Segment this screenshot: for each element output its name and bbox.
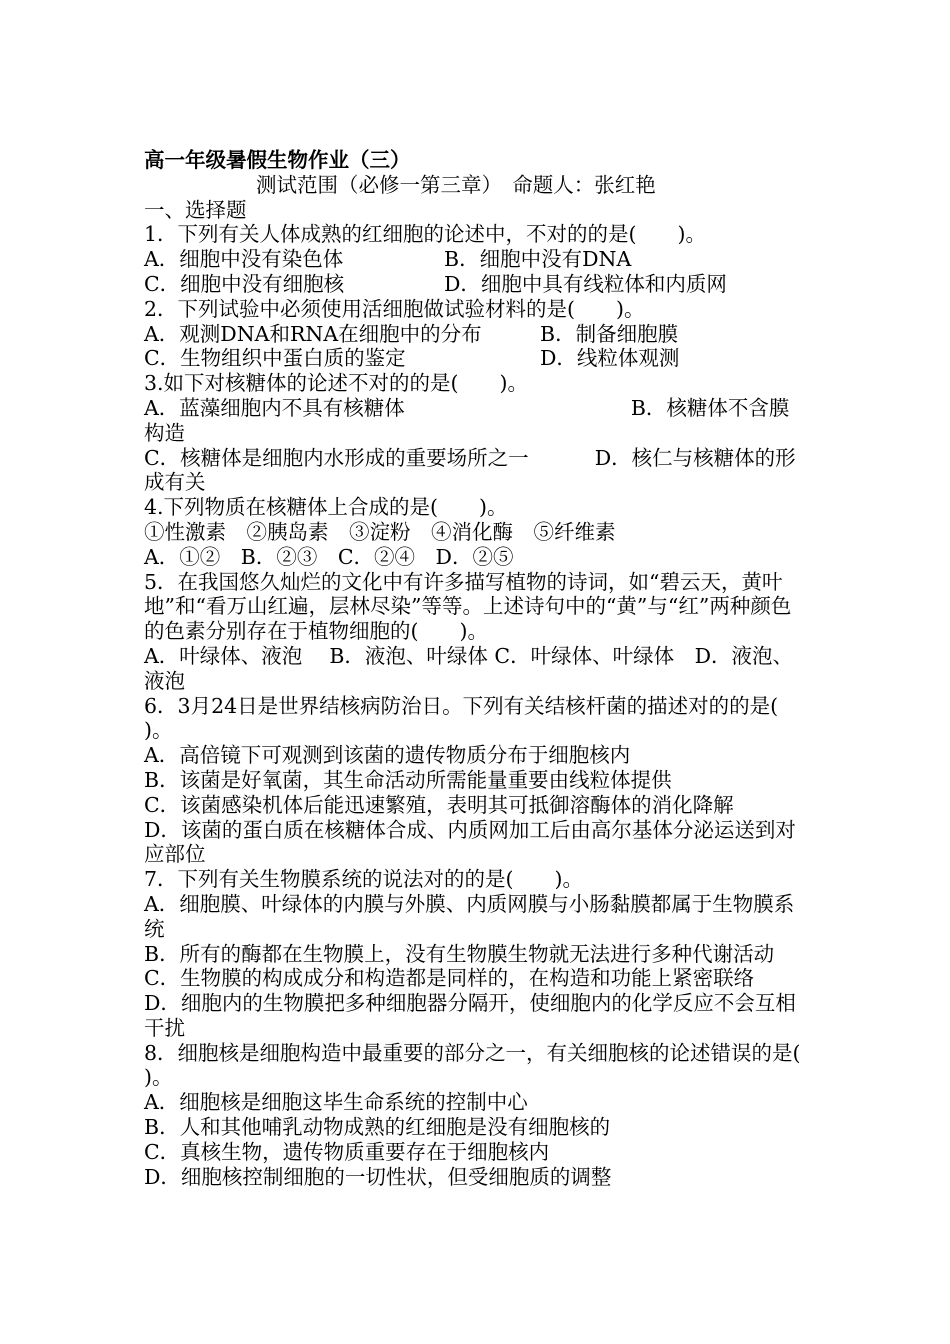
question-5-stem: 5．在我国悠久灿烂的文化中有许多描写植物的诗词，如“碧云天，黄叶地”和“看万山红遍，层林尽染”等等。上述诗句中的“黄”与“红”两种颜色的色素分别存在于植物细胞的( )。 [144,569,792,644]
question-2-option-b: B．制备细胞膜 [540,321,679,346]
question-7-option-c: C．生物膜的构成成分和构造都是同样的，在构造和功能上紧密联络 [144,966,755,991]
question-8-option-c: C．真核生物，遗传物质重要存在于细胞核内 [144,1139,550,1164]
question-2-option-c: C．生物组织中蛋白质的鉴定 [144,346,406,371]
section-heading: 一、选择题 [144,197,247,222]
question-7-option-a: A．细胞膜、叶绿体的内膜与外膜、内质网膜与小肠黏膜都属于生物膜系统 [144,891,795,941]
question-3-option-c: C．核糖体是细胞内水形成的重要场所之一 [144,445,529,470]
question-5-options: A．叶绿体、液泡 B．液泡、叶绿体 C．叶绿体、叶绿体 D．液泡、液泡 [144,643,794,693]
question-3-option-b: B．核糖体不含膜构造 [144,395,790,445]
question-1-option-d: D．细胞中具有线粒体和内质网 [444,271,727,296]
question-6-option-d: D．该菌的蛋白质在核糖体合成、内质网加工后由高尔基体分泌运送到对应部位 [144,817,796,867]
document-subtitle: 测试范围（必修一第三章） 命题人：张红艳 [256,172,656,197]
question-7-option-b: B．所有的酶都在生物膜上，没有生物膜生物就无法进行多种代谢活动 [144,941,775,966]
question-1-stem: 1．下列有关人体成熟的红细胞的论述中，不对的的是( )。 [144,222,707,247]
question-8-option-a: A．细胞核是细胞这毕生命系统的控制中心 [144,1090,528,1115]
question-8-option-b: B．人和其他哺乳动物成熟的红细胞是没有细胞核的 [144,1115,611,1140]
question-4-items: ①性激素 ②胰岛素 ③淀粉 ④消化酶 ⑤纤维素 [144,519,616,544]
document-title: 高一年级暑假生物作业（三） [144,148,411,172]
question-2-options-row-2 [144,346,808,371]
question-1-options-row-1 [144,247,808,272]
question-2-options-row-1 [144,322,808,347]
question-6-option-a: A．高倍镜下可观测到该菌的遗传物质分布于细胞核内 [144,743,631,768]
question-2-option-d: D．线粒体观测 [540,346,680,371]
question-6-option-b: B．该菌是好氧菌，其生命活动所需能量重要由线粒体提供 [144,767,672,792]
question-8-stem: 8．细胞核是细胞构造中最重要的部分之一，有关细胞核的论述错误的是( )。 [144,1040,842,1090]
document-body [144,148,842,1189]
question-3-options-cd [144,446,808,496]
question-3-option-a: A．蓝藻细胞内不具有核糖体 [144,395,405,420]
question-1-option-b: B．细胞中没有DNA [444,247,632,272]
question-4-stem: 4.下列物质在核糖体上合成的是( )。 [144,495,508,520]
question-1-option-c: C．细胞中没有细胞核 [144,271,345,296]
question-2-option-a: A．观测DNA和RNA在细胞中的分布 [144,321,482,346]
question-6-option-c: C．该菌感染机体后能迅速繁殖，表明其可抵御溶酶体的消化降解 [144,792,734,817]
question-7-stem: 7．下列有关生物膜系统的说法对的的是( )。 [144,867,584,892]
question-8-option-d: D．细胞核控制细胞的一切性状，但受细胞质的调整 [144,1164,612,1189]
question-3-stem: 3.如下对核糖体的论述不对的的是( )。 [144,371,529,396]
question-6-stem: 6．3月24日是世界结核病防治日。下列有关结核杆菌的描述对的的是( )。 [144,693,820,743]
question-7-option-d: D．细胞内的生物膜把多种细胞器分隔开，使细胞内的化学反应不会互相干扰 [144,991,796,1040]
question-1-option-a: A．细胞中没有染色体 [144,247,344,272]
question-4-options: A．①② B．②③ C．②④ D．②⑤ [144,544,514,569]
question-2-stem: 2．下列试验中必须使用活细胞做试验材料的是( )。 [144,296,645,321]
question-1-options-row-2 [144,272,808,297]
question-3-option-d: D．核仁与核糖体的形成有关 [144,445,796,495]
question-3-options-ab [144,396,808,446]
